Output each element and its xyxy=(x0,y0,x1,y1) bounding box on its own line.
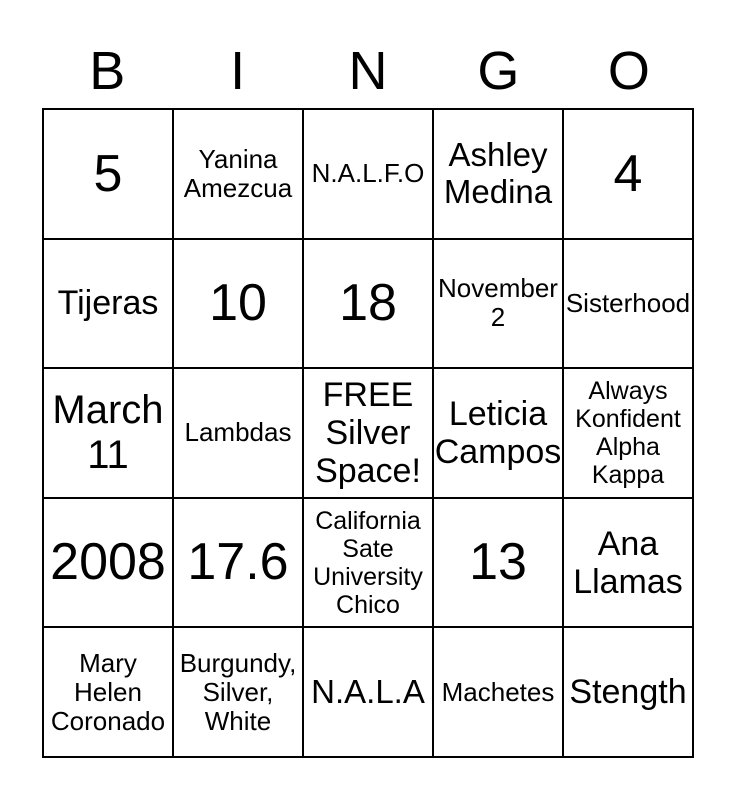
bingo-cell-r4c5[interactable]: Ana Llamas xyxy=(563,498,693,628)
free-space-cell[interactable]: FREE Silver Space! xyxy=(303,368,433,498)
bingo-cell-r5c2[interactable]: Burgundy, Silver, White xyxy=(173,627,303,757)
bingo-cell-r1c3[interactable]: N.A.L.F.O xyxy=(303,109,433,239)
bingo-header-letter-b: B xyxy=(89,41,126,101)
bingo-header-letter-o: O xyxy=(607,41,650,101)
bingo-cell-r4c2[interactable]: 17.6 xyxy=(173,498,303,628)
bingo-cell-r3c2[interactable]: Lambdas xyxy=(173,368,303,498)
bingo-cell-r2c4[interactable]: November 2 xyxy=(433,239,563,369)
bingo-cell-r2c3[interactable]: 18 xyxy=(303,239,433,369)
bingo-header-letter-i: I xyxy=(230,41,246,101)
bingo-cell-r2c5[interactable]: Sisterhood xyxy=(563,239,693,369)
bingo-cell-r1c5[interactable]: 4 xyxy=(563,109,693,239)
bingo-header xyxy=(42,0,694,108)
bingo-header-letter-g: G xyxy=(477,41,520,101)
bingo-header-letter-n: N xyxy=(348,41,388,101)
bingo-cell-r4c4[interactable]: 13 xyxy=(433,498,563,628)
bingo-cell-r2c1[interactable]: Tijeras xyxy=(43,239,173,369)
bingo-grid xyxy=(42,108,694,758)
bingo-cell-r4c3[interactable]: California Sate University Chico xyxy=(303,498,433,628)
bingo-cell-r5c5[interactable]: Stength xyxy=(563,627,693,757)
bingo-cell-r4c1[interactable]: 2008 xyxy=(43,498,173,628)
bingo-cell-r5c4[interactable]: Machetes xyxy=(433,627,563,757)
bingo-cell-r1c1[interactable]: 5 xyxy=(43,109,173,239)
bingo-cell-r3c4[interactable]: Leticia Campos xyxy=(433,368,563,498)
bingo-cell-r2c2[interactable]: 10 xyxy=(173,239,303,369)
bingo-cell-r3c1[interactable]: March 11 xyxy=(43,368,173,498)
bingo-cell-r5c3[interactable]: N.A.L.A xyxy=(303,627,433,757)
bingo-cell-r1c2[interactable]: Yanina Amezcua xyxy=(173,109,303,239)
bingo-cell-r5c1[interactable]: Mary Helen Coronado xyxy=(43,627,173,757)
bingo-cell-r1c4[interactable]: Ashley Medina xyxy=(433,109,563,239)
bingo-cell-r3c5[interactable]: Always Konfident Alpha Kappa xyxy=(563,368,693,498)
